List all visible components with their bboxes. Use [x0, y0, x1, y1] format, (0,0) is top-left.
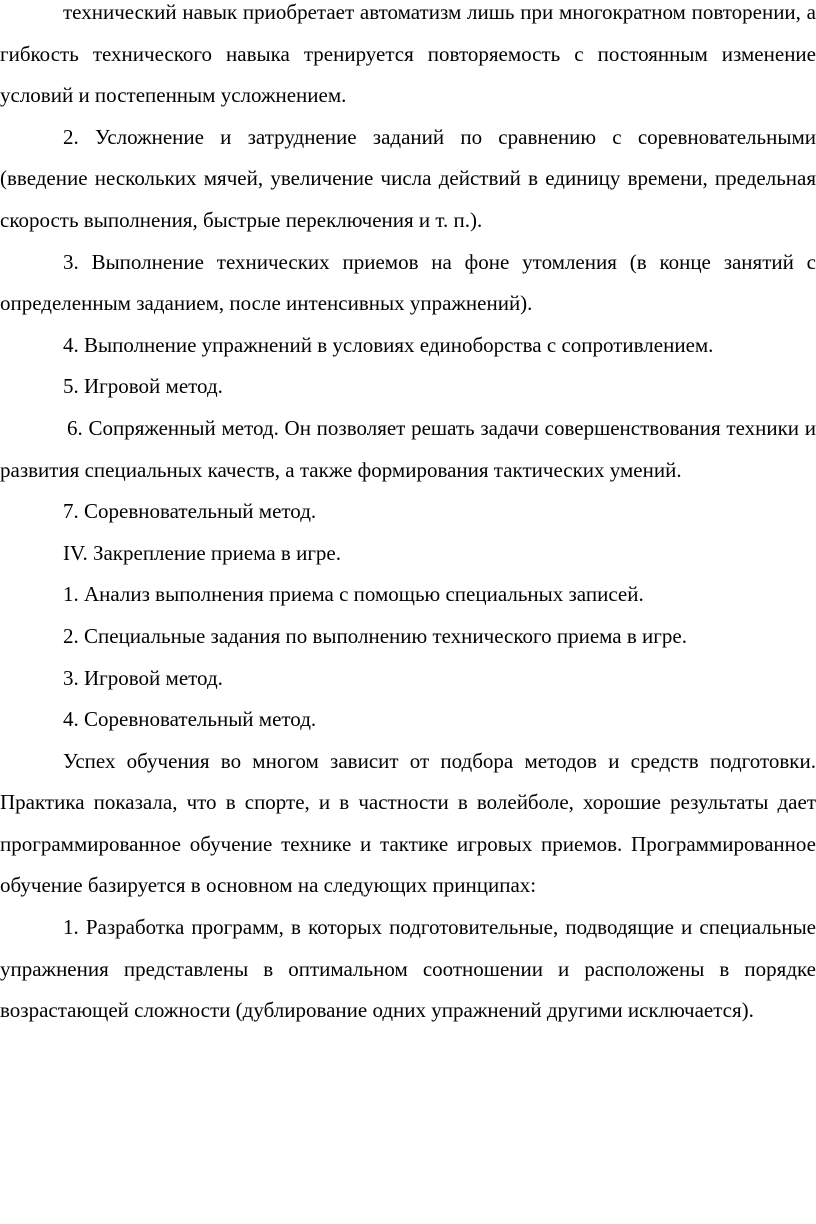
paragraph-item-7: 7. Соревновательный метод.	[63, 499, 317, 524]
paragraph-continuation: технический навык приобретает автоматизм лишь при многократном повторении, а гибкость технического навыка тренируется повторяемость с постоянным изменение условий и постепенным усложнением.	[0, 0, 816, 108]
paragraph-body: Успех обучения во многом зависит от подбора методов и средств подготовки. Практика показала, что в спорте, и в частности в волейболе, хорошие результаты дает программированное обучение технике и тактике игровых приемов. Программированное обучение базируется в основном на следующих принципах:	[0, 748, 816, 898]
paragraph-item-iv-4: 4. Соревновательный метод.	[63, 707, 317, 732]
paragraph-item-iv-1: 1. Анализ выполнения приема с помощью специальных записей.	[63, 582, 644, 607]
paragraph-principle-1: 1. Разработка программ, в которых подготовительные, подводящие и специальные упражнения представлены в оптимальном соотношении и расположены в порядке возрастающей сложности (дублирование одних упражнений другими исключается).	[0, 915, 816, 1023]
paragraph-item-3: 3. Выполнение технических приемов на фоне утомления (в конце занятий с определенным заданием, после интенсивных упражнений).	[0, 249, 816, 316]
paragraph-item-6: 6. Сопряженный метод. Он позволяет решать задачи совершенствования техники и развития специальных качеств, а также формирования тактических умений.	[0, 415, 816, 482]
paragraph-item-5: 5. Игровой метод.	[63, 374, 223, 399]
paragraph-item-iv-3: 3. Игровой метод.	[63, 665, 223, 690]
paragraph-item-iv-2: 2. Специальные задания по выполнению технического приема в игре.	[63, 623, 687, 648]
section-heading-iv: IV. Закрепление приема в игре.	[63, 540, 342, 565]
paragraph-item-4: 4. Выполнение упражнений в условиях единоборства с сопротивлением.	[63, 332, 714, 357]
paragraph-item-2: 2. Усложнение и затруднение заданий по сравнению с соревновательными (введение нескольких мячей, увеличение числа действий в единицу времени, предельная скорость выполнения, быстрые переключения и т. п.).	[0, 124, 816, 232]
